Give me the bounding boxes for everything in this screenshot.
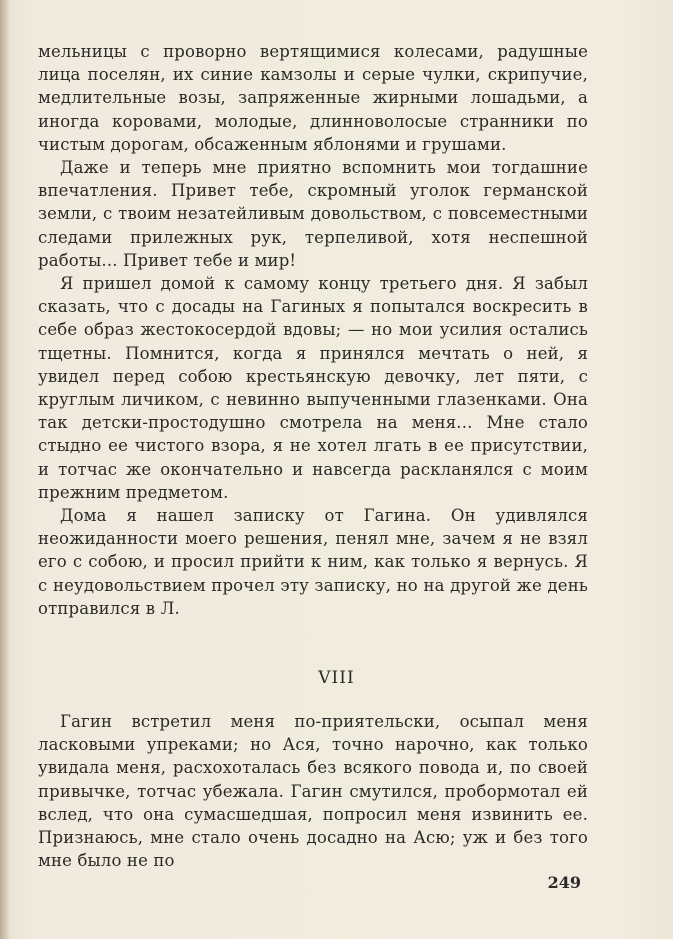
- chapter-heading: VIII: [318, 668, 355, 688]
- text-block-bottom: [38, 710, 588, 872]
- paragraph-3: Я пришел домой к самому концу третьего дня. Я забыл сказать, что с досады на Гагиных я попытался воскресить в себе образ жестокосердой вдовы; — но мои усилия остались тщетны. Помнится, когда я принялся мечтать о ней, я увидел перед собою крестьянскую девочку, лет пяти, с круглым личиком, с невинно выпученными глазенками. Она так детски-простодушно смотрела на меня... Мне стало стыдно ее чистого взора, я не хотел лгать в ее присутствии, и тотчас же окончательно и навсегда раскланялся с моим прежним предметом.: [38, 274, 588, 502]
- spine-shadow: [0, 0, 10, 939]
- text-block-top: [38, 40, 588, 620]
- paragraph-1: мельницы с проворно вертящимися колесами, радушные лица поселян, их синие камзолы и серые чулки, скрипучие, медлительные возы, запряженные жирными лошадьми, а иногда коровами, молодые, длинноволосые странники по чистым дорогам, обсаженным яблонями и грушами.: [38, 42, 588, 154]
- paragraph-4: Дома я нашел записку от Гагина. Он удивлялся неожиданности моего решения, пенял мне, зачем я не взял его с собою, и просил прийти к ним, как только я вернусь. Я с неудовольствием прочел эту записку, но на другой же день отправился в Л.: [38, 506, 588, 618]
- page-number: 249: [547, 873, 581, 892]
- paragraph-5: Гагин встретил меня по-приятельски, осыпал меня ласковыми упреками; но Ася, точно нарочно, как только увидала меня, расхохоталась без всякого повода и, по своей привычке, тотчас убежала. Гагин смутился, пробормотал ей вслед, что она сумасшедшая, попросил меня извинить ее. Признаюсь, мне стало очень досадно на Асю; уж и без того мне было не по: [38, 712, 588, 871]
- paragraph-2: Даже и теперь мне приятно вспомнить мои тогдашние впечатления. Привет тебе, скромный уголок германской земли, с твоим незатейливым довольством, с повсеместными следами прилежных рук, терпеливой, хотя неспешной работы... Привет тебе и мир!: [38, 158, 588, 270]
